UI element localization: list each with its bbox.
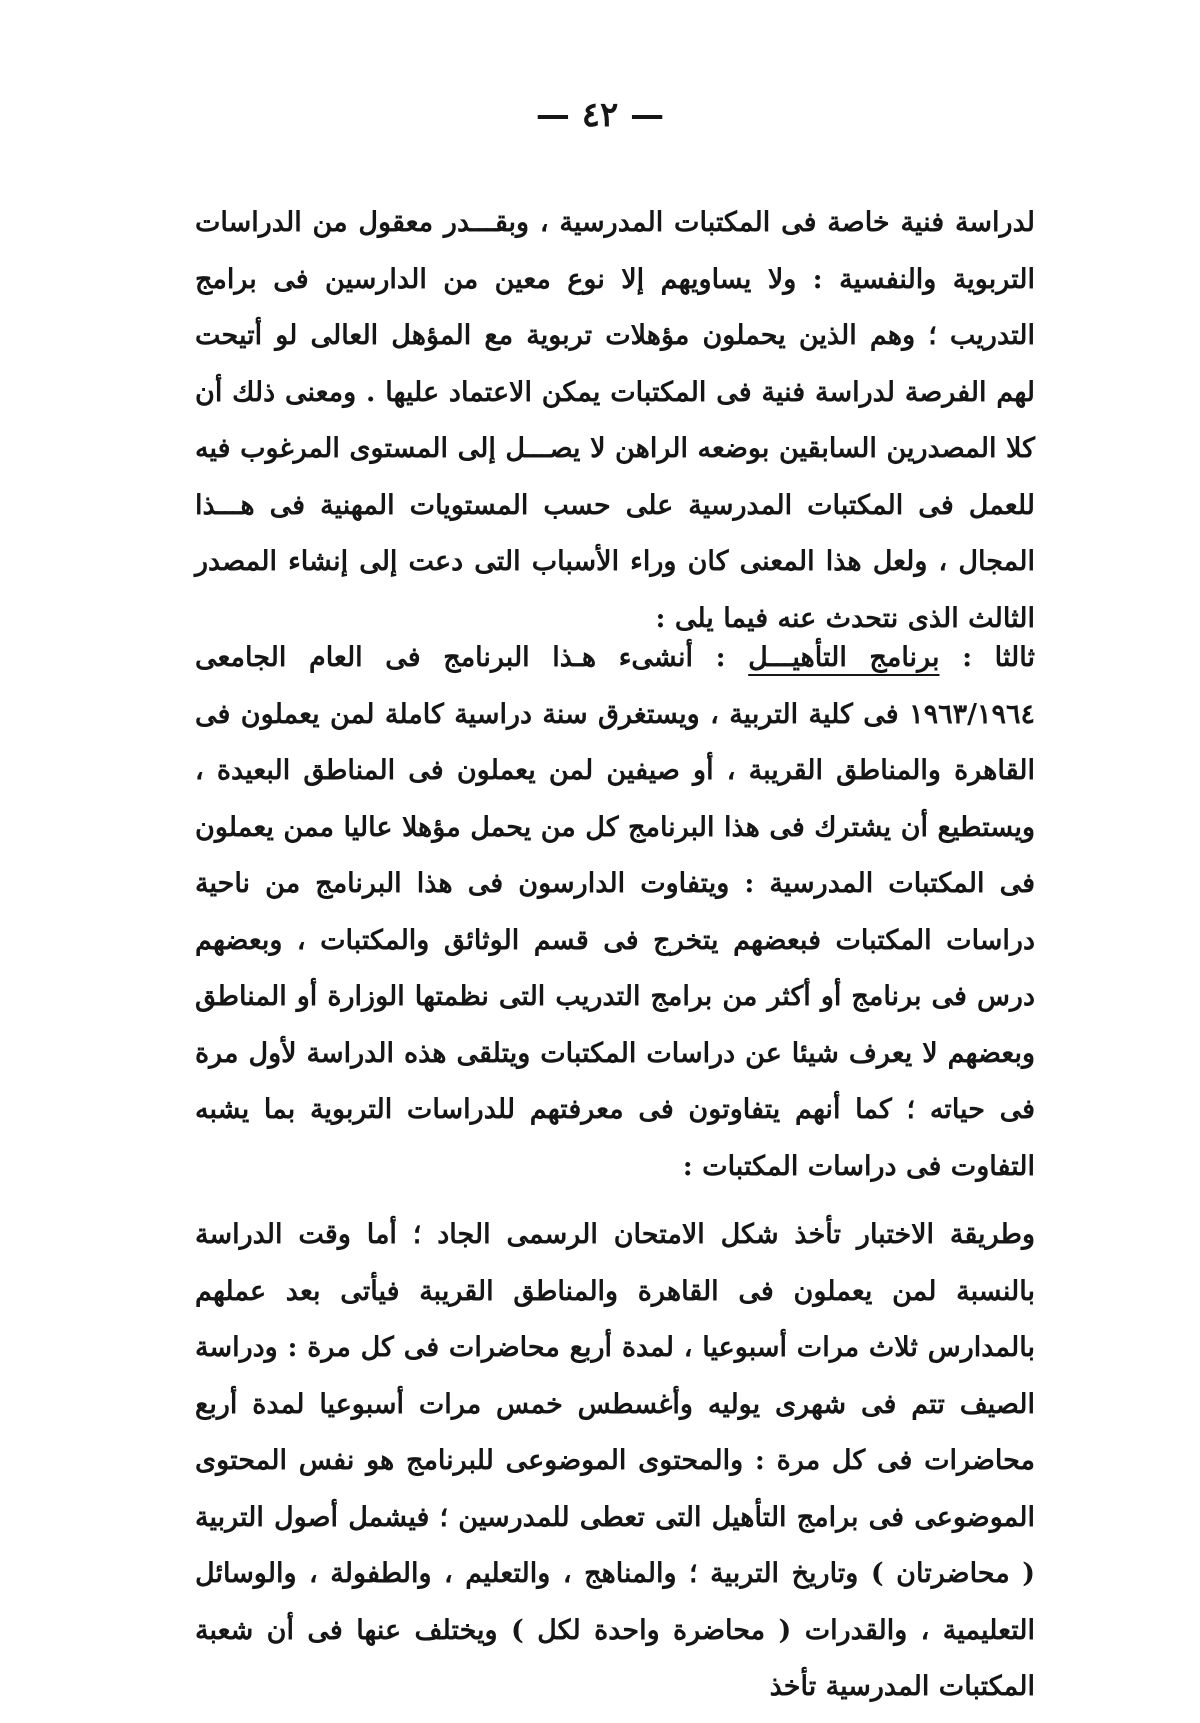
paragraph-qualification-program — [195, 630, 1035, 1195]
section-number-label: ثالثا : — [939, 642, 1035, 673]
page-number: — ٤٢ — — [535, 95, 665, 135]
paragraph-library-sources: لدراسة فنية خاصة فى المكتبات المدرسية ، وبقـــدر معقول من الدراسات التربوية والنفسية : ولا يساويهم إلا نوع معين من الدارسين فى برامج التدريب ؛ وهم الذين يحملون مؤهلات تربوية مع المؤهل العالى لو أتيحت لهم الفرصة لدراسة فنية فى المكتبات يمكن الاعتماد عليها . ومعنى ذلك أن كلا المصدرين السابقين بوضعه الراهن لا يصـــل إلى المستوى المرغوب فيه للعمل فى المكتبات المدرسية على حسب المستويات المهنية فى هـــذا المجال ، ولعل هذا المعنى كان وراء الأسباب التى دعت إلى إنشاء المصدر الثالث الذى نتحدث عنه فيما يلى : — [195, 207, 1035, 634]
paragraph-exam-and-schedule: وطريقة الاختبار تأخذ شكل الامتحان الرسمى الجاد ؛ أما وقت الدراسة بالنسبة لمن يعملون فى القاهرة والمناطق القريبة فيأتى بعد عملهم بالمدارس ثلاث مرات أسبوعيا ، لمدة أربع محاضرات فى كل مرة : ودراسة الصيف تتم فى شهرى يوليه وأغسطس خمس مرات أسبوعيا لمدة أربع محاضرات فى كل مرة : والمحتوى الموضوعى للبرنامج هو نفس المحتوى الموضوعى فى برامج التأهيل التى تعطى للمدرسين ؛ فيشمل أصول التربية ( محاضرتان ) وتاريخ التربية ؛ والمناهج ، والتعليم ، والطفولة ، والوسائل التعليمية ، والقدرات ( محاضرة واحدة لكل ) ويختلف عنها فى أن شعبة المكتبات المدرسية تأخذ — [195, 1219, 1035, 1702]
section-heading-qualification-program: برنامج التأهيـــل — [748, 642, 940, 673]
paragraph-body-text: : أنشىء هـذا البرنامج فى العام الجامعى ١٩٦٣/١٩٦٤ فى كلية التربية ، ويستغرق سنة دراسية كاملة لمن يعملون فى القاهرة والمناطق القريبة ، أو صيفين لمن يعملون فى المناطق البعيدة ، ويستطيع أن يشترك فى هذا البرنامج كل من يحمل مؤهلا عاليا ممن يعملون فى المكتبات المدرسية : ويتفاوت الدارسون فى هذا البرنامج من ناحية دراسات المكتبات فبعضهم يتخرج فى قسم الوثائق والمكتبات ، وبعضهم درس فى برنامج أو أكثر من برامج التدريب التى نظمتها الوزارة أو المناطق وبعضهم لا يعرف شيئا عن دراسات المكتبات ويتلقى هذه الدراسة لأول مرة فى حياته ؛ كما أنهم يتفاوتون فى معرفتهم للدراسات التربوية بما يشبه التفاوت فى دراسات المكتبات : — [195, 642, 1035, 1182]
